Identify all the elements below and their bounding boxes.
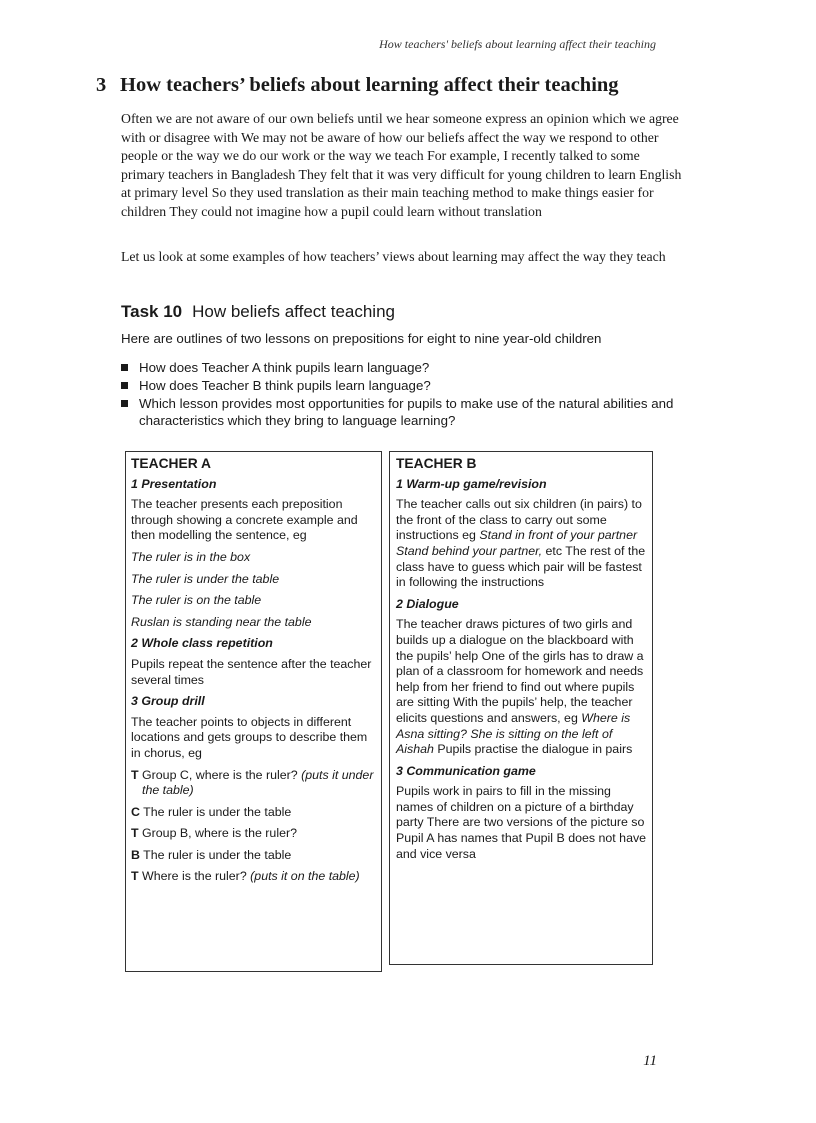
example-instruction: Stand in front of your partner Stand behind your partner,	[396, 528, 638, 558]
step-text	[396, 497, 648, 591]
list-item	[121, 395, 681, 429]
page-number: 11	[643, 1053, 657, 1069]
section-number: 3	[96, 74, 107, 96]
step-text: Pupils repeat the sentence after the teacher several times	[131, 656, 372, 687]
speaker-label: T	[131, 826, 139, 841]
section-title: How teachers’ beliefs about learning affect their teaching	[120, 74, 619, 96]
stage-direction: (puts it under the table)	[142, 767, 374, 798]
step-text: The teacher points to objects in different locations and gets groups to describe them in chorus, eg	[131, 714, 368, 760]
square-bullet-icon	[121, 400, 128, 407]
step-text-part: Pupils practise the dialogue in pairs	[437, 742, 633, 757]
running-head: How teachers' beliefs about learning affect their teaching	[379, 37, 656, 51]
body-paragraph: Let us look at some examples of how teachers’ views about learning may affect the way they teach	[121, 249, 666, 264]
teacher-b-box	[389, 451, 653, 965]
dialogue-text: Group B, where is the ruler?	[142, 826, 297, 841]
step-title: 1 Warm-up game/revision	[396, 476, 547, 491]
dialogue-line	[131, 805, 377, 821]
step-text: Pupils work in pairs to fill in the missing names of children on a picture of a birthday party There are two versions of the picture so Pupil A has names that Pupil B does not have and vice versa	[396, 784, 647, 861]
step-title: 2 Dialogue	[396, 596, 459, 611]
dialogue-text: Group C, where is the ruler?	[142, 767, 298, 782]
step-text-part: The teacher draws pictures of two girls and builds up a dialogue on the blackboard with the pupils’ help One of the girls has to draw a plan of a classroom for homework and needs help from her friend to find out where pupils are sitting With the pupils’ help, the teacher elicits questions and answers, eg	[396, 617, 644, 725]
list-item	[121, 359, 681, 376]
question-text: Which lesson provides most opportunities for pupils to make use of the natural abilities and characteristics which they bring to language learning?	[139, 396, 674, 428]
teacher-a-box	[125, 451, 382, 972]
speaker-label: T	[131, 869, 139, 884]
step-title: 3 Communication game	[396, 763, 536, 778]
dialogue-text: The ruler is under the table	[143, 804, 292, 819]
task-label: Task 10	[121, 302, 183, 321]
dialogue-line	[131, 826, 377, 842]
speaker-label: T	[131, 767, 139, 782]
speaker-label: C	[131, 804, 140, 819]
dialogue-line	[131, 848, 377, 864]
dialogue-line	[131, 869, 377, 885]
step-text	[396, 617, 648, 757]
dialogue-text: The ruler is under the table	[143, 847, 292, 862]
section-heading	[96, 74, 619, 97]
body-paragraph: Often we are not aware of our own beliefs until we hear someone express an opinion which we agree with or disagree with We may not be aware of how our beliefs affect the way we respond to other people or the way we do our work or the way we teach For example, I recently talked to some primary teachers in Bangladesh They felt that it was very difficult for young children to learn English at primary level So they used translation as their main teaching method to make things easier for children They could not imagine how a pupil could learn without translation	[121, 111, 682, 219]
speaker-label: B	[131, 847, 140, 862]
step-title: 2 Whole class repetition	[131, 636, 273, 651]
example-sentence: The ruler is under the table	[131, 571, 280, 586]
step-text-part: etc The rest of the class have to guess which pair will be fastest in following the instructions	[396, 543, 646, 590]
dialogue-line	[131, 768, 377, 799]
question-text: How does Teacher A think pupils learn language?	[139, 360, 430, 375]
teacher-b-title: TEACHER B	[396, 456, 477, 471]
step-text-part: The teacher calls out six children (in pairs) to the front of the class to carry out some instructions eg	[396, 497, 642, 543]
question-list	[121, 359, 681, 430]
task-heading	[121, 302, 395, 322]
task-intro: Here are outlines of two lessons on prepositions for eight to nine year-old children	[121, 331, 602, 346]
dialogue-text: Where is the ruler?	[142, 869, 247, 884]
question-text: How does Teacher B think pupils learn language?	[139, 378, 431, 393]
task-title: How beliefs affect teaching	[192, 302, 395, 321]
example-sentence: The ruler is on the table	[131, 593, 262, 608]
step-title: 3 Group drill	[131, 694, 205, 709]
list-item	[121, 377, 681, 394]
square-bullet-icon	[121, 364, 128, 371]
square-bullet-icon	[121, 382, 128, 389]
step-text: The teacher presents each preposition through showing a concrete example and then modelling the sentence, eg	[131, 497, 358, 543]
example-dialogue: Where is Asna sitting? She is sitting on the left of Aishah	[396, 710, 631, 757]
teacher-a-title: TEACHER A	[131, 456, 211, 471]
example-sentence: The ruler is in the box	[131, 549, 251, 564]
stage-direction: (puts it on the table)	[250, 869, 360, 884]
example-sentence: Ruslan is standing near the table	[131, 614, 312, 629]
step-title: 1 Presentation	[131, 476, 217, 491]
